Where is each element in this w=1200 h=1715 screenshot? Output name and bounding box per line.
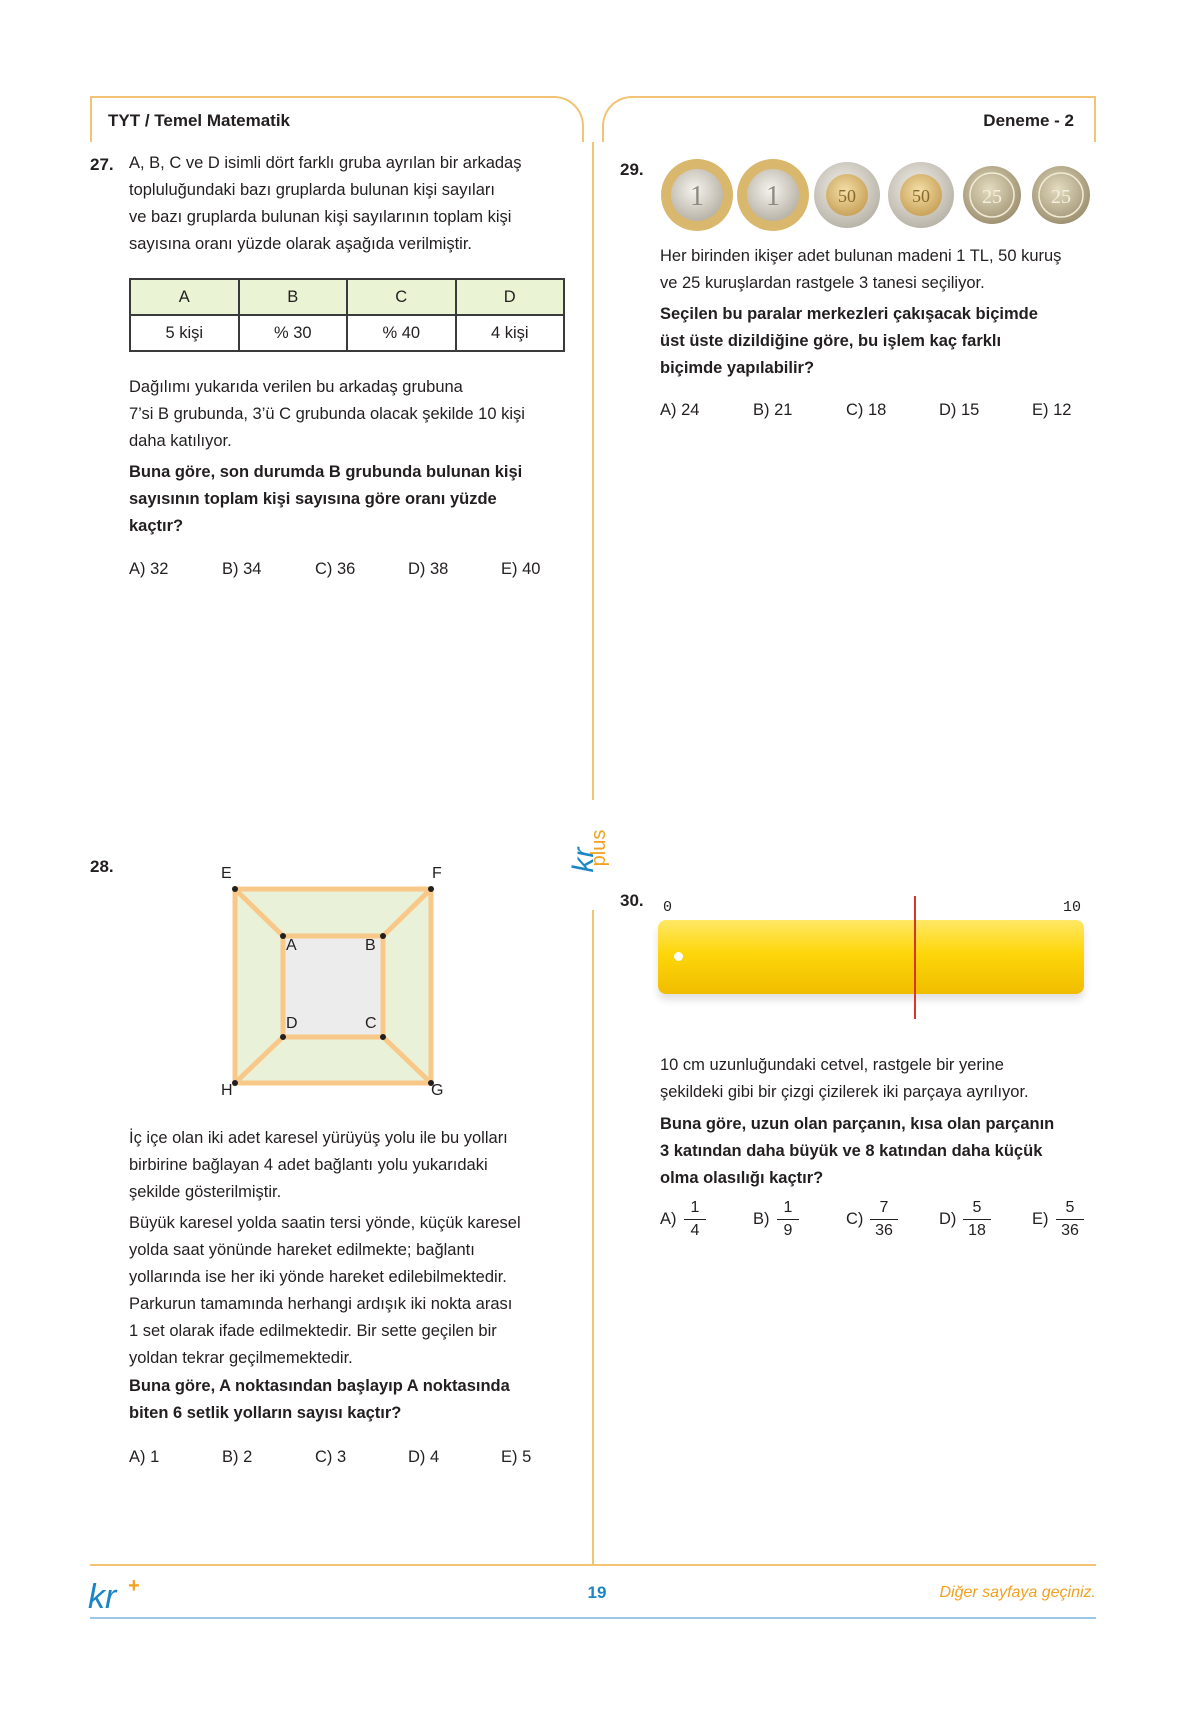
coin-1tl-icon [737,159,809,231]
table-header-cell: C [347,279,456,315]
page-number: 19 [587,1583,607,1602]
point-d-label: D [286,1015,298,1032]
q27-option-e[interactable]: E) 40 [501,560,541,578]
kr-logo-icon [88,1572,148,1616]
q28-body-line: birbirine bağlayan 4 adet bağlantı yolu yukarıdaki [129,1156,488,1174]
q27-option-a[interactable]: A) 32 [129,560,169,578]
q27-question-line: Buna göre, son durumda B grubunda bulunan kişi [129,463,523,481]
q30-option-b[interactable] [753,1198,813,1248]
next-page-note: Diğer sayfaya geçiniz. [939,1584,1096,1601]
fraction-bar [963,1219,991,1220]
table-header-row [130,279,564,315]
q30-body-line: 10 cm uzunluğundaki cetvel, rastgele bir yerine [660,1056,1004,1074]
option-letter: D) [939,1210,957,1228]
q28-body-line: şekilde gösterilmiştir. [129,1183,282,1201]
q27-question [129,459,522,540]
q28-figure [200,860,480,1110]
q29-question-line: Seçilen bu paralar merkezleri çakışacak biçimde [660,305,1038,323]
option-letter: E) [1032,1210,1049,1228]
q28-body-line: Büyük karesel yolda saatin tersi yönde, küçük karesel [129,1214,521,1232]
q29-body-line: ve 25 kuruşlardan rastgele 3 tanesi seçiliyor. [660,274,985,292]
fraction-denominator: 36 [875,1222,893,1239]
q28-body [129,1125,521,1372]
coins-image [660,158,1096,234]
q30-option-e[interactable] [1032,1198,1102,1248]
q28-body-line: yolda saat yönünde hareket edilmekte; bağlantı [129,1241,475,1259]
q30-option-a[interactable] [660,1198,720,1248]
coin-value: 50 [912,186,930,206]
q29-option-e[interactable]: E) 12 [1032,401,1072,419]
q27-question-line: kaçtır? [129,517,184,535]
q29-body-line: Her birinden ikişer adet bulunan madeni 1 TL, 50 kuruş [660,247,1062,265]
q30-option-c[interactable] [846,1198,916,1248]
fraction-denominator: 18 [968,1222,986,1239]
coin-25-kurus-icon [1032,166,1090,224]
fraction-bar [1056,1219,1084,1220]
fraction-denominator: 4 [690,1222,700,1239]
svg-text:kr: kr [88,1578,117,1616]
coin-25-kurus-icon [963,166,1021,224]
fraction-denominator: 9 [783,1222,793,1239]
ruler-end-label: 10 [1063,899,1082,916]
q28-option-d[interactable]: D) 4 [408,1448,440,1466]
q30-question-line: Buna göre, uzun olan parçanın, kısa olan parçanın [660,1115,1055,1133]
footer-logo [88,1572,148,1616]
q30-body-line: şekildeki gibi bir çizgi çizilerek iki parçaya ayrılıyor. [660,1083,1029,1101]
q27-option-b[interactable]: B) 34 [222,560,262,578]
q30-question-line: 3 katından daha büyük ve 8 katından daha küçük [660,1142,1043,1160]
coin-value: 25 [1051,186,1071,208]
footer-bottom-rule [90,1617,1096,1619]
table-cell: 4 kişi [456,315,565,351]
coin-1tl-icon [661,159,733,231]
q27-option-c[interactable]: C) 36 [315,560,356,578]
coin-50-kurus-icon [888,162,954,228]
q28-body-line: yoldan tekrar geçilmemektedir. [129,1349,353,1367]
q27-number: 27. [90,155,114,174]
q30-question-line: olma olasılığı kaçtır? [660,1169,824,1187]
ruler-bar [658,920,1084,994]
svg-text:plus: plus [588,829,610,867]
q29-question-line: biçimde yapılabilir? [660,359,815,377]
q27-intro-line: topluluğundaki bazı gruplarda bulunan kişi sayıları [129,181,495,199]
q29-option-a[interactable]: A) 24 [660,401,700,419]
coin-value: 50 [838,186,856,206]
option-letter: C) [846,1210,864,1228]
point-f-label: F [432,865,442,882]
q30-question [660,1111,1054,1192]
option-fraction [963,1198,991,1241]
q30-number: 30. [620,891,644,910]
table-row [130,315,564,351]
fraction-bar [870,1219,898,1220]
point-h-dot [232,1080,238,1086]
svg-text:kr: kr [567,847,600,873]
option-letter: B) [753,1210,770,1228]
header-left [90,96,584,142]
fraction-bar [684,1219,706,1220]
q29-body [660,243,1061,297]
q27-question-line: sayısının toplam kişi sayısına göre oranı yüzde [129,490,497,508]
ruler-start-label: 0 [663,899,673,916]
fraction-numerator: 1 [690,1199,700,1216]
q27-body [129,374,525,455]
exam-title: Deneme - 2 [983,111,1074,130]
option-letter: A) [660,1210,677,1228]
table-header-cell: D [456,279,565,315]
point-e-dot [232,886,238,892]
q27-intro-line: ve bazı gruplarda bulunan kişi sayılarının toplam kişi [129,208,512,226]
option-fraction [777,1198,799,1241]
fraction-bar [777,1219,799,1220]
fraction-numerator: 7 [879,1199,889,1216]
q29-option-b[interactable]: B) 21 [753,401,793,419]
fraction-numerator: 1 [783,1199,793,1216]
q28-body-line: 1 set olarak ifade edilmektedir. Bir sette geçilen bir [129,1322,497,1340]
walking-paths-diagram [200,860,480,1110]
q27-body-line: 7’si B grubunda, 3’ü C grubunda olacak şekilde 10 kişi [129,405,525,423]
table-cell: 5 kişi [130,315,239,351]
ruler-hole-icon [674,952,683,961]
fraction-denominator: 36 [1061,1222,1079,1239]
q29-option-c[interactable]: C) 18 [846,401,887,419]
table-cell: % 30 [239,315,348,351]
fraction-numerator: 5 [972,1199,982,1216]
q27-intro [129,150,521,258]
footer-top-rule [90,1564,1096,1566]
point-c-dot [380,1034,386,1040]
point-a-label: A [286,937,297,954]
q28-option-c[interactable]: C) 3 [315,1448,347,1466]
point-g-label: G [431,1082,444,1099]
table-header-cell: B [239,279,348,315]
q28-option-b[interactable]: B) 2 [222,1448,253,1466]
q27-option-d[interactable]: D) 38 [408,560,449,578]
q27-intro-line: A, B, C ve D isimli dört farklı gruba ayrılan bir arkadaş [129,154,522,172]
table-cell: % 40 [347,315,456,351]
q27-body-line: Dağılımı yukarıda verilen bu arkadaş grubuna [129,378,463,396]
point-h-label: H [221,1082,233,1099]
option-fraction [870,1198,898,1241]
q29-question [660,301,1038,382]
option-fraction [684,1198,706,1241]
q30-body [660,1052,1029,1106]
q29-number: 29. [620,160,644,179]
point-f-dot [428,886,434,892]
coin-value: 1 [766,181,780,212]
coin-value: 1 [690,181,704,212]
point-b-label: B [365,937,376,954]
coin-value: 25 [982,186,1002,208]
q28-number: 28. [90,857,114,876]
q27-distribution-table [129,278,565,352]
q27-intro-line: sayısına oranı yüzde olarak aşağıda verilmiştir. [129,235,472,253]
option-fraction [1056,1198,1084,1241]
q30-ruler-figure [658,896,1088,1026]
point-b-dot [380,933,386,939]
q28-question-line: biten 6 setlik yolların sayısı kaçtır? [129,1404,402,1422]
q28-option-a[interactable]: A) 1 [129,1448,160,1466]
q28-body-line: yollarında ise her iki yönde hareket edilebilmektedir. [129,1268,507,1286]
q30-option-d[interactable] [939,1198,1009,1248]
point-d-dot [280,1034,286,1040]
q29-question-line: üst üste dizildiğine göre, bu işlem kaç farklı [660,332,1002,350]
q29-coin-row [660,158,1096,239]
fraction-numerator: 5 [1065,1199,1075,1216]
q28-question-line: Buna göre, A noktasından başlayıp A noktasında [129,1377,510,1395]
subject-title: TYT / Temel Matematik [108,111,291,130]
table-header-cell: A [130,279,239,315]
q28-option-e[interactable]: E) 5 [501,1448,532,1466]
svg-text:+: + [128,1575,140,1597]
q27-body-line: daha katılıyor. [129,432,232,450]
q28-question [129,1373,510,1427]
header-right [602,96,1096,142]
q28-body-line: Parkurun tamamında herhangi ardışık iki nokta arası [129,1295,513,1313]
point-e-label: E [221,865,232,882]
ruler-cut-line [914,896,916,1019]
q29-option-d[interactable]: D) 15 [939,401,980,419]
q28-body-line: İç içe olan iki adet karesel yürüyüş yolu ile bu yolları [129,1129,508,1147]
kr-plus-logo-icon [560,800,626,910]
point-c-label: C [365,1015,377,1032]
side-logo [560,800,626,910]
coin-50-kurus-icon [814,162,880,228]
